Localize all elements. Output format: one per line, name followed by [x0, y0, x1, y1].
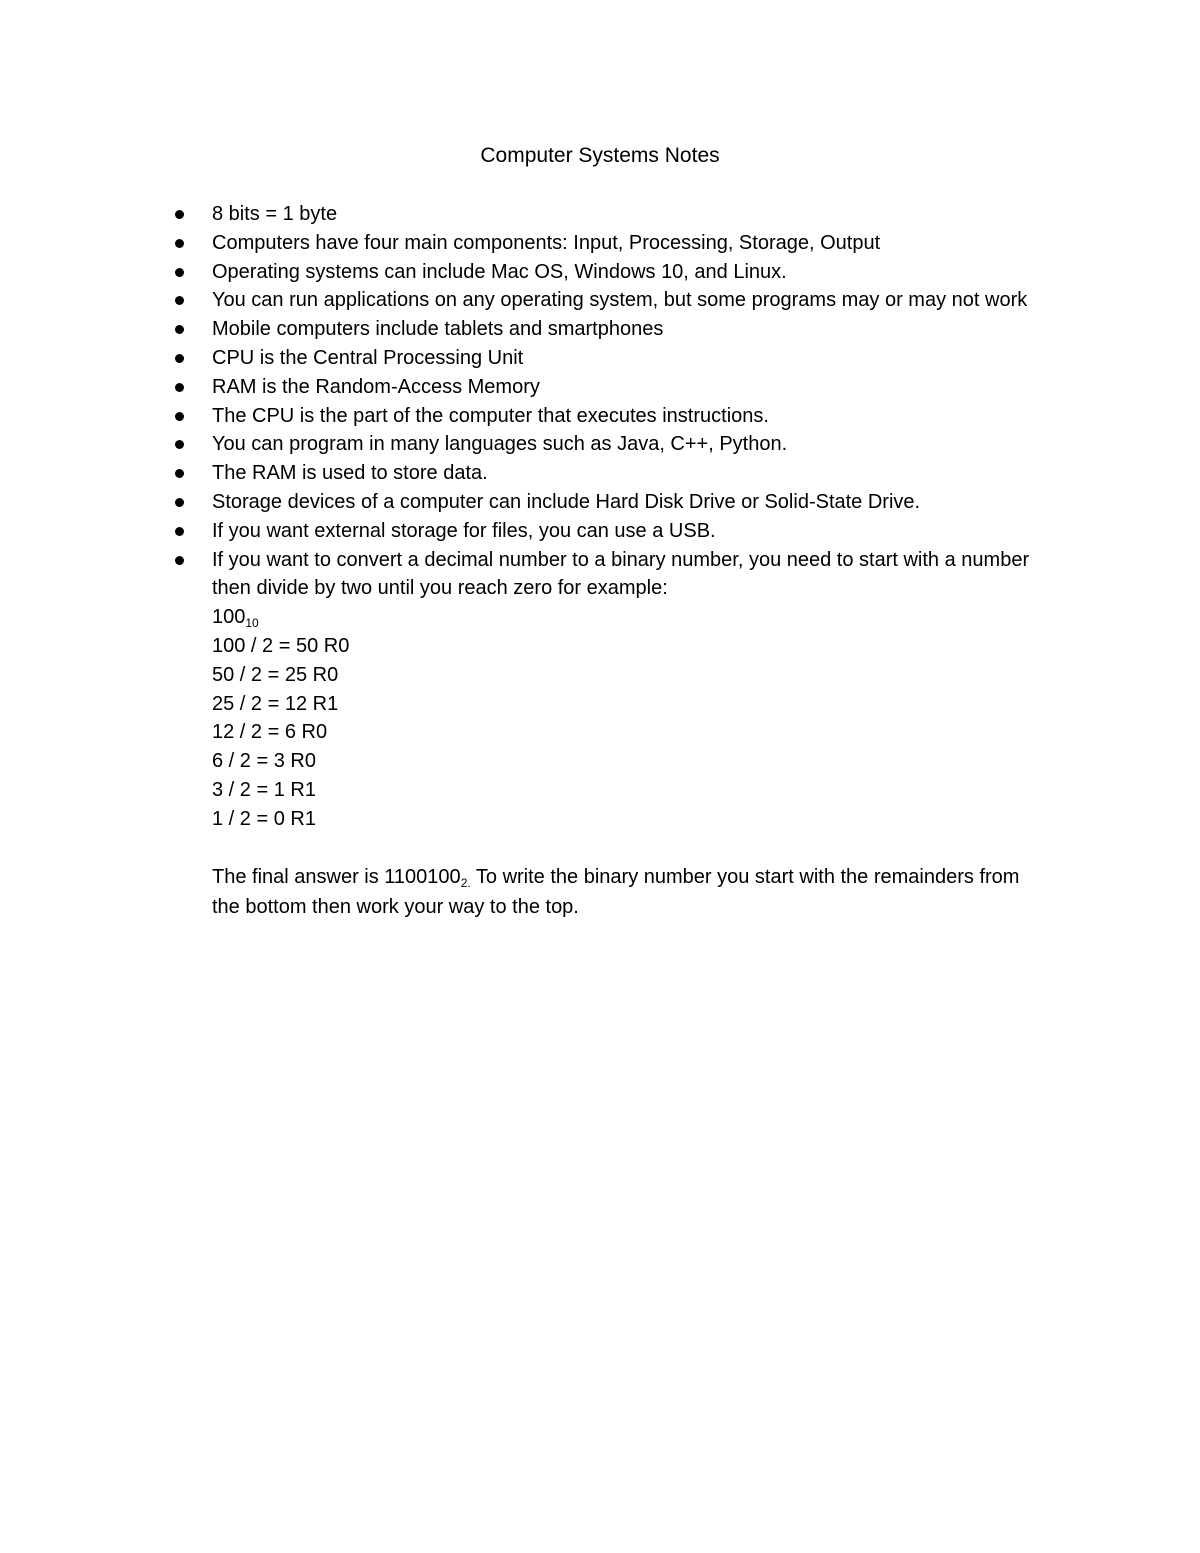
note-text: Storage devices of a computer can include Hard Disk Drive or Solid-State Drive. [212, 490, 921, 513]
bullet-icon [175, 325, 184, 334]
note-text: Computers have four main components: Input, Processing, Storage, Output [212, 231, 881, 254]
note-item [0, 286, 1200, 315]
note-text: CPU is the Central Processing Unit [212, 346, 524, 369]
bullet-icon [175, 440, 184, 449]
answer-value: 1100100 [384, 865, 461, 888]
division-step: 6 / 2 = 3 R0 [212, 750, 316, 773]
document-title: Computer Systems Notes [480, 144, 720, 167]
bullet-icon [175, 498, 184, 507]
note-text: Mobile computers include tablets and smartphones [212, 318, 664, 341]
note-item [0, 517, 1200, 546]
note-text: The CPU is the part of the computer that executes instructions. [212, 404, 769, 427]
bullet-icon [175, 383, 184, 392]
notes-list [0, 200, 1200, 923]
note-text: If you want external storage for files, you can use a USB. [212, 519, 716, 542]
bullet-icon [175, 296, 184, 305]
division-step: 1 / 2 = 0 R1 [212, 807, 316, 830]
start-number-value: 100 [212, 606, 246, 629]
final-answer [212, 862, 1050, 923]
answer-base: 2. [460, 875, 471, 890]
bullet-icon [175, 556, 184, 565]
note-text: 8 bits = 1 byte [212, 203, 338, 225]
answer-suffix: To write the binary number you start with the remainders from the bottom then work your way to the top. [212, 865, 1020, 919]
note-item [0, 315, 1200, 344]
bullet-icon [175, 412, 184, 421]
division-step: 3 / 2 = 1 R1 [212, 778, 316, 801]
note-item [0, 229, 1200, 258]
note-text: You can run applications on any operating system, but some programs may or may not work [212, 289, 1028, 312]
answer-prefix: The final answer is [212, 865, 385, 888]
bullet-icon [175, 239, 184, 248]
note-item [0, 430, 1200, 459]
note-text: RAM is the Random-Access Memory [212, 375, 540, 398]
division-step: 25 / 2 = 12 R1 [212, 692, 339, 715]
bullet-icon [175, 469, 184, 478]
note-item [0, 373, 1200, 402]
bullet-icon [175, 268, 184, 277]
start-number-base: 10 [245, 616, 259, 631]
note-item [0, 459, 1200, 488]
bullet-icon [175, 354, 184, 363]
note-text: You can program in many languages such as Java, C++, Python. [212, 433, 788, 456]
note-item [0, 200, 1200, 229]
note-text: The RAM is used to store data. [212, 462, 488, 485]
conversion-intro: If you want to convert a decimal number to a binary number, you need to start with a number then divide by two until you reach zero for example: [212, 548, 1030, 600]
division-step: 50 / 2 = 25 R0 [212, 663, 339, 686]
start-number [212, 603, 1050, 632]
division-step: 100 / 2 = 50 R0 [212, 634, 350, 657]
bullet-icon [175, 210, 184, 219]
bullet-icon [175, 527, 184, 536]
note-item [0, 488, 1200, 517]
note-item [0, 258, 1200, 287]
note-item [0, 344, 1200, 373]
conversion-note [0, 546, 1200, 923]
division-step: 12 / 2 = 6 R0 [212, 721, 328, 744]
note-item [0, 402, 1200, 431]
note-text: Operating systems can include Mac OS, Windows 10, and Linux. [212, 260, 787, 283]
